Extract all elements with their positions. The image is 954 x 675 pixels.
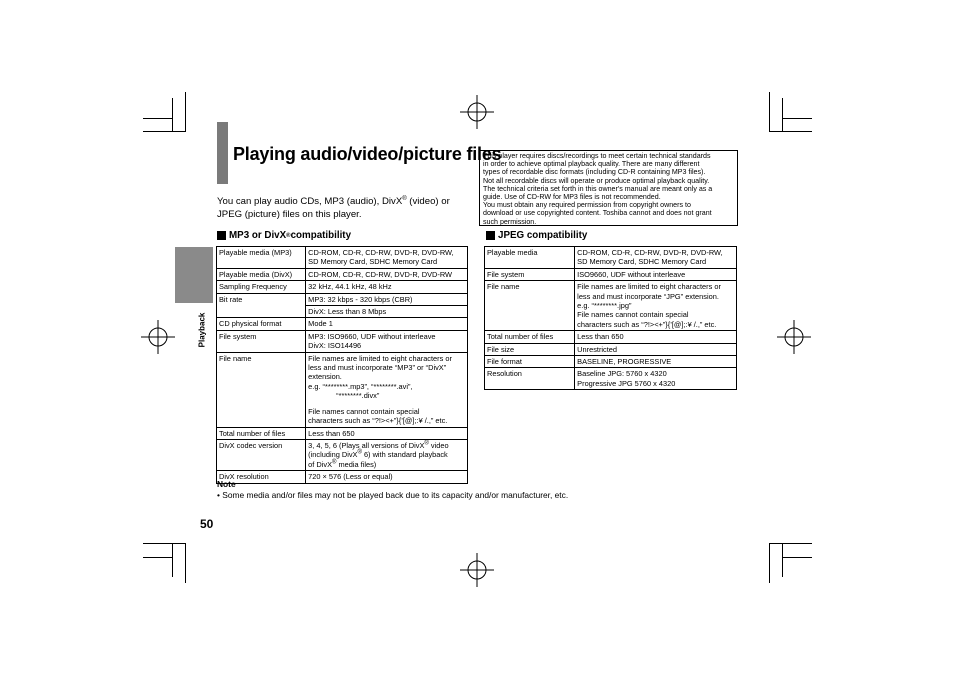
- page-title: Playing audio/video/picture files: [233, 144, 502, 164]
- table-label: Sampling Frequency: [217, 281, 306, 293]
- table-value: Mode 1: [306, 318, 468, 330]
- table-row: [217, 427, 468, 439]
- side-tab: [175, 247, 213, 303]
- table-value: Less than 650: [306, 427, 468, 439]
- table-value: ISO9660, UDF without interleave: [575, 268, 737, 280]
- table-row: [217, 318, 468, 330]
- square-bullet-icon: [217, 231, 226, 240]
- registration-mark-icon: [141, 320, 175, 354]
- notice-line: guide. Use of CD-RW for MP3 files is not recommended.: [483, 193, 661, 202]
- table-value: MP3: ISO9660, UDF without interleave DivX: ISO14496: [306, 330, 468, 352]
- table-label: Playable media: [485, 247, 575, 269]
- table-label: Resolution: [485, 368, 575, 390]
- table-value: File names are limited to eight characters or less and must incorporate “JPG” extension. e.g. “********.jpg” File names cannot contain special characters such as “?!><+”}{’[@];:¥ /.,” etc.: [575, 281, 737, 331]
- notice-line: in order to achieve optimal playback quality. There are many different: [483, 160, 700, 169]
- table-row: [217, 330, 468, 352]
- table-value: MP3: 32 kbps - 320 kbps (CBR) DivX: Less than 8 Mbps: [306, 293, 468, 318]
- table-row: [217, 471, 468, 483]
- jpeg-table: [484, 246, 737, 390]
- table-row: [217, 281, 468, 293]
- table-row: [217, 293, 468, 318]
- table-label: Playable media (DivX): [217, 268, 306, 280]
- notice-line: such permission.: [483, 217, 537, 226]
- page-number: 50: [200, 517, 214, 531]
- registration-mark-icon: [460, 95, 494, 129]
- square-bullet-icon: [486, 231, 495, 240]
- table-row: [485, 368, 737, 390]
- table-value: CD-ROM, CD-R, CD-RW, DVD-R, DVD-RW: [306, 268, 468, 280]
- note-heading: Note: [217, 479, 236, 489]
- notice-box: [479, 150, 738, 226]
- notice-line: types of recordable disc formats (including CD-R containing MP3 files).: [483, 168, 706, 177]
- table-label: Total number of files: [217, 427, 306, 439]
- note-bullet: • Some media and/or files may not be played back due to its capacity and/or manufacturer, etc.: [217, 490, 569, 500]
- mp3-divx-heading: MP3 or DivX ® compatibility: [217, 230, 351, 241]
- table-row: [485, 247, 737, 269]
- title-accent-bar: [217, 122, 228, 184]
- registration-mark-icon: [777, 320, 811, 354]
- table-value: CD-ROM, CD-R, CD-RW, DVD-R, DVD-RW, SD Memory Card, SDHC Memory Card: [306, 247, 468, 269]
- intro-paragraph: [217, 195, 450, 221]
- table-row: [485, 356, 737, 368]
- table-label: CD physical format: [217, 318, 306, 330]
- table-row: [485, 343, 737, 355]
- table-label: File system: [485, 268, 575, 280]
- intro-line-2: JPEG (picture) files on this player.: [217, 209, 362, 220]
- table-label: File name: [485, 281, 575, 331]
- table-row: [217, 268, 468, 280]
- side-tab-label: Playback: [197, 312, 207, 348]
- intro-line-1: You can play audio CDs, MP3 (audio), DivX® (video) or: [217, 195, 450, 207]
- notice-line: This player requires discs/recordings to meet certain technical standards: [483, 152, 711, 160]
- table-label: File system: [217, 330, 306, 352]
- table-label: Playable media (MP3): [217, 247, 306, 269]
- table-label: Total number of files: [485, 331, 575, 343]
- table-row: [485, 268, 737, 280]
- table-row: [217, 439, 468, 470]
- table-label: DivX codec version: [217, 439, 306, 470]
- table-value: 720 × 576 (Less or equal): [306, 471, 468, 483]
- table-label: File name: [217, 352, 306, 427]
- table-row: [485, 331, 737, 343]
- table-value: 3, 4, 5, 6 (Plays all versions of DivX® video (including DivX® 6) with standard playback of DivX® media files): [306, 439, 468, 470]
- table-value: CD-ROM, CD-R, CD-RW, DVD-R, DVD-RW, SD Memory Card, SDHC Memory Card: [575, 247, 737, 269]
- side-tab-label-wrap: [196, 308, 208, 352]
- notice-line: The technical criteria set forth in this owner's manual are meant only as a: [483, 184, 713, 193]
- table-value: Unrestricted: [575, 343, 737, 355]
- table-value: Baseline JPG: 5760 x 4320 Progressive JPG 5760 x 4320: [575, 368, 737, 390]
- table-row: [485, 281, 737, 331]
- table-label: Bit rate: [217, 293, 306, 318]
- mp3-divx-table: [216, 246, 468, 484]
- jpeg-heading: JPEG compatibility: [486, 230, 587, 241]
- table-value: Less than 650: [575, 331, 737, 343]
- notice-line: Not all recordable discs will operate or produce optimal playback quality.: [483, 176, 710, 185]
- notice-line: You must obtain any required permission from copyright owners to: [483, 201, 691, 210]
- table-value: BASELINE, PROGRESSIVE: [575, 356, 737, 368]
- table-label: File format: [485, 356, 575, 368]
- table-value: File names are limited to eight characters or less and must incorporate “MP3” or “DivX” extension. e.g. “********.mp3”, “********.avi”, “********.divx” File names cannot contain special characters such as “?!><+”}{’[@];:¥ /.,” etc.: [306, 352, 468, 427]
- table-label: DivX resolution: [217, 471, 306, 483]
- table-label: File size: [485, 343, 575, 355]
- table-row: [217, 247, 468, 269]
- registration-mark-icon: [460, 553, 494, 587]
- table-value: 32 kHz, 44.1 kHz, 48 kHz: [306, 281, 468, 293]
- notice-line: download or use copyrighted content. Toshiba cannot and does not grant: [483, 209, 712, 218]
- table-row: [217, 352, 468, 427]
